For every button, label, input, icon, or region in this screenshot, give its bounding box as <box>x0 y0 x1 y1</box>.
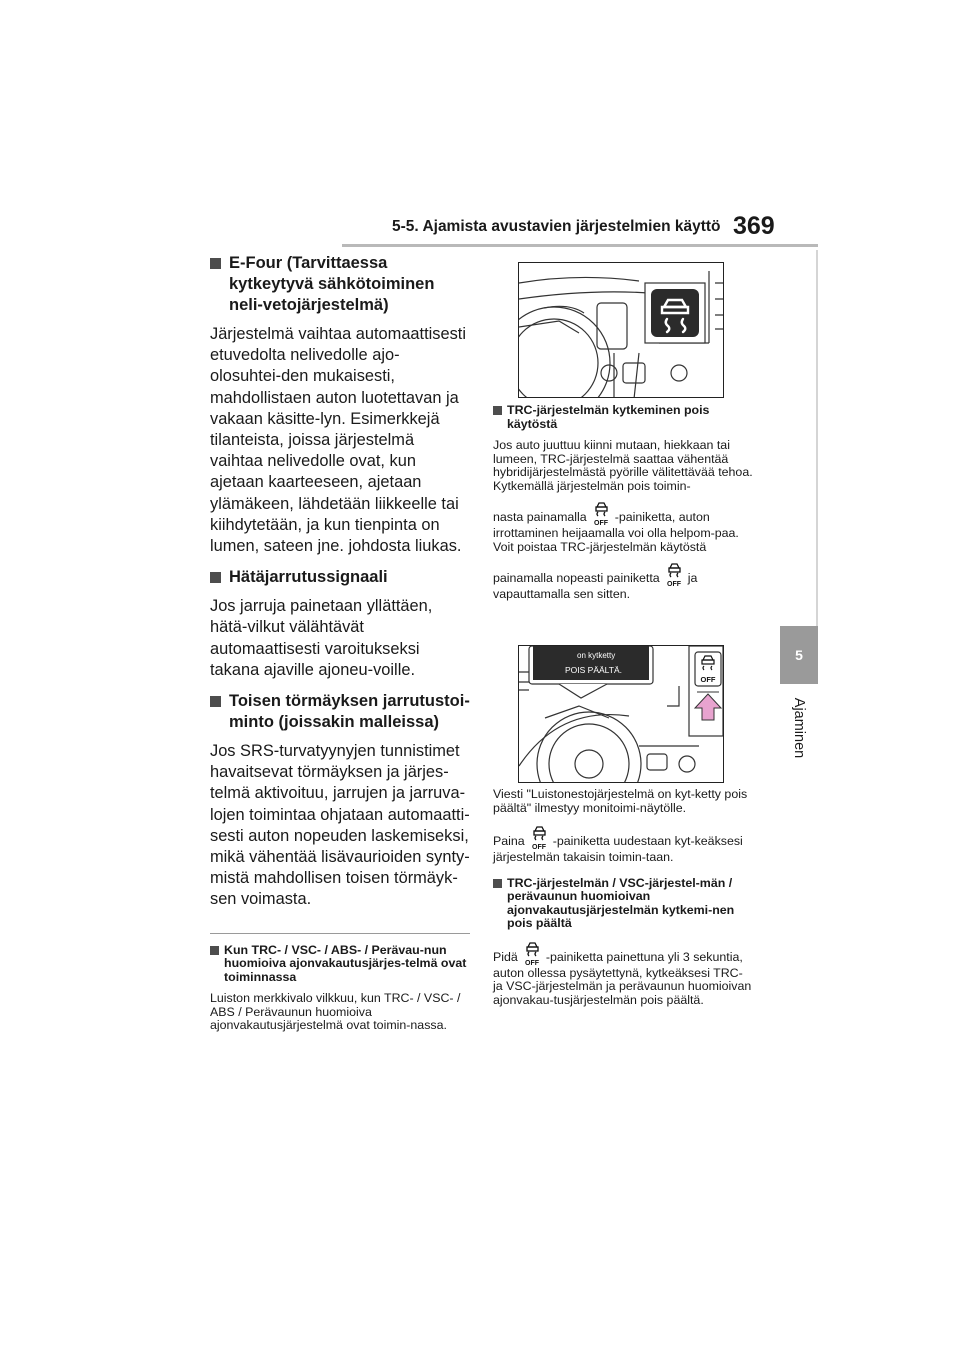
section-heading: Hätäjarrutussignaali <box>210 567 470 588</box>
left-column <box>210 253 470 1033</box>
chapter-tab-label-text: Ajaminen <box>791 697 807 759</box>
note-heading: Kun TRC- / VSC- / ABS- / Perävau-nun huomioiva ajonvakautusjärjes-telmä ovat toiminnassa <box>210 944 470 985</box>
display-message-line1: on kytketty <box>577 651 616 660</box>
section-body: Jos jarruja painetaan yllättäen, hätä-vilkut välähtävät automaattisesti varoitukseksi takana ajaville ajoneu-voille. <box>210 597 433 679</box>
paragraph: Pidä OFF -painiketta painettuna yli 3 sekuntia, auton ollessa pysäytettynä, kytkeäksesi TRC- ja VSC-järjestelmän ja perävaunun huomioivan ajonvakau-tusjärjestelmän pois päältä. <box>493 939 755 1008</box>
dashboard-drawing <box>519 263 724 398</box>
note-body: Luiston merkkivalo vilkkuu, kun TRC- / VSC- / ABS / Perävaunun huomioiva ajonvakautusjärjestelmä ovat toimin-nassa. <box>210 991 461 1033</box>
bullet-square-icon <box>493 406 502 415</box>
display-message-line2: POIS PÄÄLTÄ. <box>565 665 623 675</box>
section-body: Järjestelmä vaihtaa automaattisesti etuvedolta nelivedolle ajo-olosuhtei-den mukaisesti, mahdollistaen auton luotettavan ja vakaan käsitte-lyn. Esimerkkejä tilanteista, joissa järjestelmä vaihtaa nelivedolle ovat, kun ajetaan kaarteeseen, ajetaan ylämäkeen, lähdetään liikkeelle tai kiihdytetään, ja kun tienpinta on lumen, sateen jne. johdosta liukas. <box>210 325 466 556</box>
vsc-off-button-icon <box>528 823 550 851</box>
paragraph: Jos auto juuttuu kiinni mutaan, hiekkaan tai lumeen, TRC-järjestelmä saattaa vähentää hybridijärjestelmästä pyörille välitettävää tehoa. <box>493 438 753 480</box>
svg-text:OFF: OFF <box>593 520 608 528</box>
paragraph: nasta painamalla OFF -painiketta, auton irrottaminen heijaamalla voi olla helpom-paa. <box>493 499 755 541</box>
svg-text:OFF: OFF <box>666 581 681 589</box>
chapter-tab <box>780 626 818 684</box>
vsc-off-button-icon <box>521 939 543 967</box>
paragraph: Voit poistaa TRC-järjestelmän käytöstä <box>493 539 707 554</box>
display-illustration <box>518 645 724 783</box>
page-number: 369 <box>733 212 775 240</box>
section-body: Jos SRS-turvatyynyjen tunnistimet havaitsevat törmäyksen ja järjes-telmä aktivoituu, jarrujen ja jarruva-lojen toimintaa ohjataan automaatti-sesti auton nopeuden laskemiseksi, mikä vähentää lisävaurioiden synty-mistä mahdollisen toisen törmäyk-sen voimasta. <box>210 742 470 909</box>
header-divider <box>342 244 818 247</box>
svg-text:OFF: OFF <box>531 844 546 851</box>
bullet-square-icon <box>493 879 502 888</box>
vsc-off-button-icon <box>663 560 685 588</box>
paragraph: painamalla nopeasti painiketta OFF ja vapauttamalla sen sitten. <box>493 560 755 602</box>
chapter-title: 5-5. Ajamista avustavien järjestelmien käyttö <box>392 218 721 235</box>
bullet-square-icon <box>210 696 221 707</box>
section-heading: E-Four (Tarvittaessa kytkeytyvä sähkötoiminen neli-vetojärjestelmä) <box>210 253 470 316</box>
section-heading: TRC-järjestelmän kytkeminen pois käytöstä <box>493 404 755 431</box>
side-divider <box>816 250 818 626</box>
paragraph: Viesti "Luistonestojärjestelmä on kyt-ketty pois päältä" ilmestyy monitoimi-näytölle. <box>493 787 748 815</box>
bullet-square-icon <box>210 946 219 955</box>
chapter-tab-number: 5 <box>795 647 803 663</box>
section-heading: TRC-järjestelmän / VSC-järjestel-män / perävaunun huomioivan ajonvakautusjärjestelmän kytkemi-nen pois päältä <box>493 877 755 931</box>
bullet-square-icon <box>210 572 221 583</box>
note-divider <box>210 933 470 934</box>
paragraph: Kytkemällä järjestelmän pois toimin- <box>493 478 691 493</box>
vsc-off-button-icon <box>590 499 612 527</box>
chapter-tab-label <box>784 688 814 768</box>
display-drawing <box>519 646 724 783</box>
dashboard-illustration <box>518 262 724 398</box>
bullet-square-icon <box>210 258 221 269</box>
svg-text:OFF: OFF <box>524 959 539 967</box>
section-heading: Toisen törmäyksen jarrutustoi-minto (joissakin malleissa) <box>210 691 470 733</box>
off-button-label: OFF <box>700 675 716 684</box>
paragraph: Paina OFF -painiketta uudestaan kyt-keäksesi järjestelmän takaisin toimin-taan. <box>493 823 755 865</box>
